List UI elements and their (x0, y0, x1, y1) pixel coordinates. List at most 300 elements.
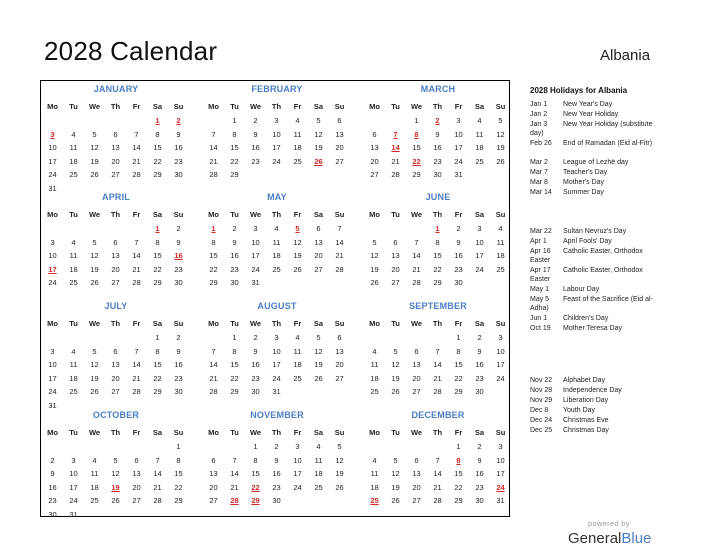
empty-day (168, 508, 189, 522)
day: 7 (337, 224, 342, 233)
day: 19 (90, 264, 99, 274)
weekday-label: Fr (454, 319, 463, 328)
day: 30 (230, 278, 239, 287)
empty-day (385, 440, 406, 454)
day: 18 (90, 482, 99, 492)
day: 25 (69, 170, 78, 179)
month-name: AUGUST (257, 301, 297, 311)
holiday-name: April Fools' Day (563, 238, 612, 245)
day: 20 (111, 373, 120, 383)
day: 14 (132, 360, 141, 369)
day: 29 (454, 387, 463, 396)
day: 21 (132, 156, 141, 166)
day: 11 (370, 360, 379, 369)
month-september (364, 301, 512, 399)
day: 27 (111, 278, 120, 287)
day: 26 (90, 278, 99, 287)
day: 28 (412, 278, 421, 287)
holiday-date: Jan 1 (530, 101, 548, 108)
brand-logo[interactable] (568, 530, 651, 547)
day: 21 (433, 373, 442, 383)
day: 23 (174, 264, 183, 274)
week-row (364, 440, 512, 454)
month-name: NOVEMBER (250, 410, 304, 420)
day: 17 (251, 251, 260, 260)
day: 28 (132, 387, 141, 396)
holiday-day: 1 (211, 224, 216, 233)
weekday-label: Th (110, 428, 121, 437)
weekday-label: Mo (47, 319, 58, 328)
empty-day (126, 331, 147, 345)
weekday-label: Th (110, 319, 121, 328)
weekday-label: Sa (152, 210, 163, 219)
week-row (364, 494, 512, 508)
weekday-label: We (249, 210, 262, 219)
weekday-label: Mo (369, 210, 380, 219)
month-november (203, 410, 351, 508)
day: 18 (314, 469, 323, 478)
weekday-header (42, 426, 190, 440)
empty-day (364, 440, 385, 454)
day: 11 (475, 129, 484, 139)
day: 13 (314, 237, 323, 247)
weekday-label: Tu (391, 210, 400, 219)
day: 14 (335, 237, 344, 247)
day: 5 (372, 237, 377, 247)
empty-day (406, 440, 427, 454)
holiday-day: 22 (251, 482, 260, 492)
day: 20 (370, 156, 379, 166)
day: 13 (132, 469, 141, 478)
day: 29 (454, 496, 463, 505)
day: 22 (230, 156, 239, 166)
week-row (42, 494, 190, 508)
day: 15 (174, 469, 183, 478)
empty-day (469, 168, 490, 182)
day: 4 (316, 442, 321, 451)
day: 23 (251, 373, 260, 383)
weekday-label: Tu (230, 102, 239, 111)
empty-day (287, 168, 308, 182)
day: 20 (412, 482, 421, 492)
day: 10 (272, 129, 281, 139)
month-october (42, 410, 190, 521)
holiday-name: Children's Day (563, 315, 609, 322)
day: 17 (454, 143, 463, 152)
weekday-label: Tu (230, 428, 239, 437)
weekday-label: Th (432, 210, 443, 219)
day: 3 (253, 224, 258, 233)
day: 11 (272, 237, 281, 247)
day: 19 (314, 360, 323, 369)
weekday-header (203, 208, 351, 222)
day: 25 (314, 482, 323, 492)
day: 8 (155, 129, 160, 139)
day: 21 (132, 373, 141, 383)
empty-day (84, 222, 105, 236)
powered-by-text: powered by (588, 519, 630, 528)
weekday-header (364, 208, 512, 222)
day: 23 (454, 264, 463, 274)
week-row (42, 385, 190, 399)
week-row (203, 494, 351, 508)
day: 18 (272, 251, 281, 260)
week-row (203, 155, 351, 169)
week-row (42, 128, 190, 142)
day: 4 (372, 346, 377, 356)
holiday-name: New Year Holiday (563, 111, 619, 118)
day: 5 (316, 116, 321, 125)
week-row (203, 481, 351, 495)
week-row (364, 331, 512, 345)
day: 15 (433, 251, 442, 260)
holiday-day: 7 (393, 129, 398, 139)
holiday-item (530, 285, 662, 294)
day: 23 (174, 373, 183, 383)
day: 21 (209, 373, 218, 383)
empty-day (364, 222, 385, 236)
week-row (42, 481, 190, 495)
day: 25 (496, 264, 505, 274)
holiday-date: Mar 14 (530, 189, 552, 196)
day: 22 (454, 373, 463, 383)
day: 22 (153, 373, 162, 383)
day: 12 (314, 346, 323, 356)
day: 9 (176, 346, 181, 356)
day: 13 (335, 346, 344, 356)
empty-day (287, 276, 308, 290)
day: 3 (456, 116, 461, 125)
day: 20 (132, 482, 141, 492)
day: 21 (412, 264, 421, 274)
holiday-name: Youth Day (563, 407, 596, 414)
weekday-label: Su (495, 319, 506, 328)
day: 5 (92, 129, 97, 139)
day: 15 (230, 360, 239, 369)
week-row (364, 263, 512, 277)
weekday-label: Tu (230, 319, 239, 328)
empty-day (147, 508, 168, 522)
day: 8 (155, 237, 160, 247)
weekday-label: Mo (208, 102, 219, 111)
holiday-item (530, 247, 662, 265)
day: 19 (90, 373, 99, 383)
weekday-label: Sa (474, 319, 485, 328)
day: 17 (272, 360, 281, 369)
weekday-label: We (88, 319, 101, 328)
day: 13 (209, 469, 218, 478)
day: 8 (211, 237, 216, 247)
day: 14 (132, 251, 141, 260)
day: 29 (153, 387, 162, 396)
empty-day (427, 440, 448, 454)
holiday-name: Labour Day (563, 286, 600, 293)
day: 12 (293, 237, 302, 247)
month-name: DECEMBER (411, 410, 465, 420)
day: 15 (153, 143, 162, 152)
holiday-item (530, 168, 662, 177)
week-row (42, 358, 190, 372)
day: 30 (433, 170, 442, 179)
day: 22 (174, 482, 183, 492)
empty-day (490, 385, 511, 399)
day: 28 (433, 387, 442, 396)
week-row (203, 128, 351, 142)
day: 26 (335, 482, 344, 492)
holiday-date: May 1 (530, 286, 550, 293)
day: 13 (335, 129, 344, 139)
empty-day (126, 222, 147, 236)
day: 1 (414, 116, 419, 125)
weekday-label: Su (495, 210, 506, 219)
day: 3 (274, 116, 279, 125)
day: 11 (90, 469, 99, 478)
day: 24 (475, 264, 484, 274)
day: 12 (370, 251, 379, 260)
holiday-day: 2 (176, 116, 181, 125)
day: 26 (293, 264, 302, 274)
week-row (364, 114, 512, 128)
weekday-label: Sa (474, 210, 485, 219)
empty-day (469, 276, 490, 290)
empty-day (63, 222, 84, 236)
holiday-day: 5 (295, 224, 300, 233)
month-august (203, 301, 351, 399)
day: 18 (370, 373, 379, 383)
day: 3 (50, 237, 55, 247)
week-row (42, 331, 190, 345)
month-april (42, 192, 190, 290)
week-row (364, 236, 512, 250)
day: 31 (454, 170, 463, 179)
week-row (42, 168, 190, 182)
weekday-header (364, 426, 512, 440)
week-row (203, 236, 351, 250)
week-row (203, 168, 351, 182)
day: 30 (174, 387, 183, 396)
day: 24 (293, 482, 302, 492)
week-row (42, 155, 190, 169)
day: 30 (251, 387, 260, 396)
holiday-item (530, 396, 662, 405)
day: 18 (370, 482, 379, 492)
weekday-label: Tu (230, 210, 239, 219)
holiday-day: 3 (50, 129, 55, 139)
day: 6 (337, 333, 342, 342)
holiday-name: Catholic Easter, Orthodox Easter (530, 267, 643, 283)
day: 13 (370, 143, 379, 152)
day: 7 (155, 455, 160, 465)
week-row (203, 141, 351, 155)
day: 8 (253, 455, 258, 465)
empty-day (308, 276, 329, 290)
holiday-item (530, 110, 662, 119)
day: 1 (232, 116, 237, 125)
day: 1 (456, 442, 461, 451)
day: 23 (433, 156, 442, 166)
day: 24 (48, 387, 57, 396)
empty-day (84, 331, 105, 345)
page-title: 2028 Calendar (44, 36, 218, 66)
day: 12 (111, 469, 120, 478)
empty-day (308, 494, 329, 508)
day: 18 (475, 143, 484, 152)
empty-day (490, 276, 511, 290)
day: 3 (477, 224, 482, 233)
day: 31 (48, 400, 57, 410)
week-row (364, 467, 512, 481)
holiday-day: 19 (111, 482, 120, 492)
holiday-name: Christmas Day (563, 427, 609, 434)
weekday-header (203, 100, 351, 114)
day: 27 (370, 170, 379, 179)
empty-day (329, 385, 350, 399)
empty-day (42, 222, 63, 236)
day: 29 (153, 278, 162, 287)
holiday-name: Sultan Nevruz's Day (563, 228, 627, 235)
day: 9 (176, 129, 181, 139)
day: 7 (211, 129, 216, 139)
empty-day (266, 276, 287, 290)
weekday-label: Th (271, 428, 282, 437)
day: 30 (174, 170, 183, 179)
empty-day (105, 508, 126, 522)
day: 10 (272, 346, 281, 356)
day: 6 (113, 346, 118, 356)
day: 19 (293, 251, 302, 260)
day: 20 (111, 156, 120, 166)
day: 17 (496, 360, 505, 369)
day: 30 (475, 496, 484, 505)
day: 14 (132, 143, 141, 152)
day: 23 (272, 482, 281, 492)
day: 4 (477, 116, 482, 125)
day: 11 (314, 455, 323, 465)
week-row (203, 249, 351, 263)
holiday-date: Mar 8 (530, 179, 548, 186)
weekday-label: We (88, 428, 101, 437)
day: 12 (496, 129, 505, 139)
day: 28 (335, 264, 344, 274)
day: 28 (391, 170, 400, 179)
day: 2 (477, 333, 482, 342)
day: 16 (251, 360, 260, 369)
day: 15 (230, 143, 239, 152)
day: 10 (69, 469, 78, 478)
day: 18 (293, 360, 302, 369)
day: 9 (176, 237, 181, 247)
day: 5 (92, 346, 97, 356)
weekday-label: Tu (69, 428, 78, 437)
weekday-label: Tu (391, 319, 400, 328)
empty-day (63, 440, 84, 454)
empty-day (245, 168, 266, 182)
weekday-label: Su (334, 319, 345, 328)
day: 2 (176, 333, 181, 342)
day: 2 (253, 116, 258, 125)
weekday-label: Mo (369, 102, 380, 111)
day: 29 (412, 170, 421, 179)
holiday-name: Mother's Day (563, 179, 605, 186)
holiday-item (530, 120, 662, 138)
holiday-item (530, 188, 662, 197)
empty-day (126, 114, 147, 128)
day: 14 (209, 143, 218, 152)
week-row (364, 358, 512, 372)
day: 26 (90, 170, 99, 179)
country-label: Albania (600, 47, 651, 64)
empty-day (84, 440, 105, 454)
day: 8 (155, 346, 160, 356)
weekday-label: Tu (69, 319, 78, 328)
empty-day (329, 168, 350, 182)
day: 17 (496, 469, 505, 478)
empty-day (203, 114, 224, 128)
empty-day (287, 385, 308, 399)
day: 25 (69, 278, 78, 287)
day: 24 (48, 278, 57, 287)
day: 31 (251, 278, 260, 287)
empty-day (105, 222, 126, 236)
day: 8 (232, 346, 237, 356)
holiday-name: Teacher's Day (563, 169, 608, 176)
day: 8 (176, 455, 181, 465)
day: 9 (50, 469, 55, 478)
day: 26 (370, 278, 379, 287)
day: 16 (174, 143, 183, 152)
weekday-label: Su (173, 210, 184, 219)
holiday-date: Dec 24 (530, 417, 553, 424)
day: 6 (316, 224, 321, 233)
holiday-item (530, 386, 662, 395)
day: 5 (316, 333, 321, 342)
day: 4 (71, 129, 76, 139)
weekday-label: Th (271, 319, 282, 328)
week-row (42, 141, 190, 155)
day: 11 (293, 129, 302, 139)
day: 14 (209, 360, 218, 369)
holiday-item (530, 100, 662, 109)
day: 28 (209, 170, 218, 179)
day: 27 (314, 264, 323, 274)
day: 7 (211, 346, 216, 356)
empty-day (329, 276, 350, 290)
empty-day (105, 114, 126, 128)
week-row (42, 372, 190, 386)
day: 21 (230, 482, 239, 492)
weekday-label: Mo (369, 319, 380, 328)
weekday-label: Sa (152, 102, 163, 111)
weekday-label: Fr (132, 319, 141, 328)
day: 10 (454, 129, 463, 139)
weekday-label: Th (432, 319, 443, 328)
weekday-label: We (88, 102, 101, 111)
day: 4 (295, 116, 300, 125)
holiday-day: 1 (155, 116, 160, 125)
holiday-item (530, 266, 662, 284)
empty-day (385, 331, 406, 345)
week-row (42, 263, 190, 277)
day: 24 (272, 373, 281, 383)
weekday-header (364, 317, 512, 331)
weekday-label: Th (432, 102, 443, 111)
week-row (42, 440, 190, 454)
day: 27 (111, 387, 120, 396)
month-march (364, 84, 512, 182)
day: 21 (132, 264, 141, 274)
day: 20 (111, 264, 120, 274)
weekday-label: Fr (132, 102, 141, 111)
